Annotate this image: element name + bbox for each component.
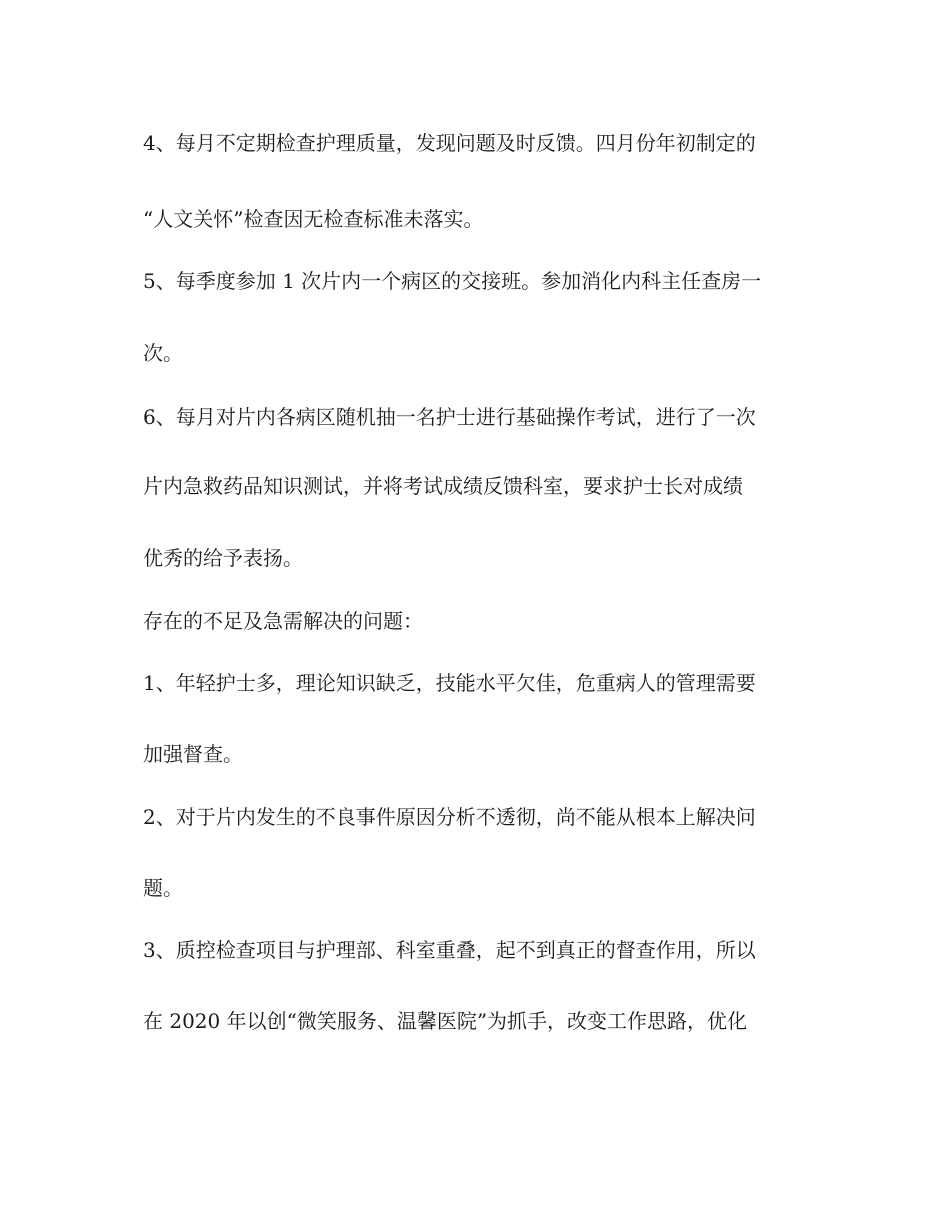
text-line-problem2-part2: 题。 [143, 876, 183, 900]
text-line-problem2-part1: 2、对于片内发生的不良事件原因分析不透彻，尚不能从根本上解决问 [143, 805, 756, 829]
text-line-item6-part2: 片内急救药品知识测试，并将考试成绩反馈科室，要求护士长对成绩 [143, 474, 743, 498]
text-line-item6-part3: 优秀的给予表扬。 [143, 546, 303, 570]
text-line-item6-part1: 6、每月对片内各病区随机抽一名护士进行基础操作考试，进行了一次 [143, 405, 756, 429]
text-line-problem3-part2: 在 2020 年以创“微笑服务、温馨医院”为抓手，改变工作思路，优化 [143, 1009, 748, 1033]
text-line-item4-part2: “人文关怀”检查因无检查标准未落实。 [143, 207, 484, 231]
text-line-problem1-part2: 加强督查。 [143, 742, 243, 766]
section-heading-problems: 存在的不足及急需解决的问题： [143, 609, 423, 633]
text-line-item5-part2: 次。 [143, 341, 183, 365]
text-line-item4-part1: 4、每月不定期检查护理质量，发现问题及时反馈。四月份年初制定的 [143, 131, 756, 155]
text-line-problem3-part1: 3、质控检查项目与护理部、科室重叠，起不到真正的督查作用，所以 [143, 938, 756, 962]
text-line-item5-part1: 5、每季度参加 1 次片内一个病区的交接班。参加消化内科主任查房一 [143, 269, 762, 293]
text-line-problem1-part1: 1、年轻护士多，理论知识缺乏，技能水平欠佳，危重病人的管理需要 [143, 671, 756, 695]
